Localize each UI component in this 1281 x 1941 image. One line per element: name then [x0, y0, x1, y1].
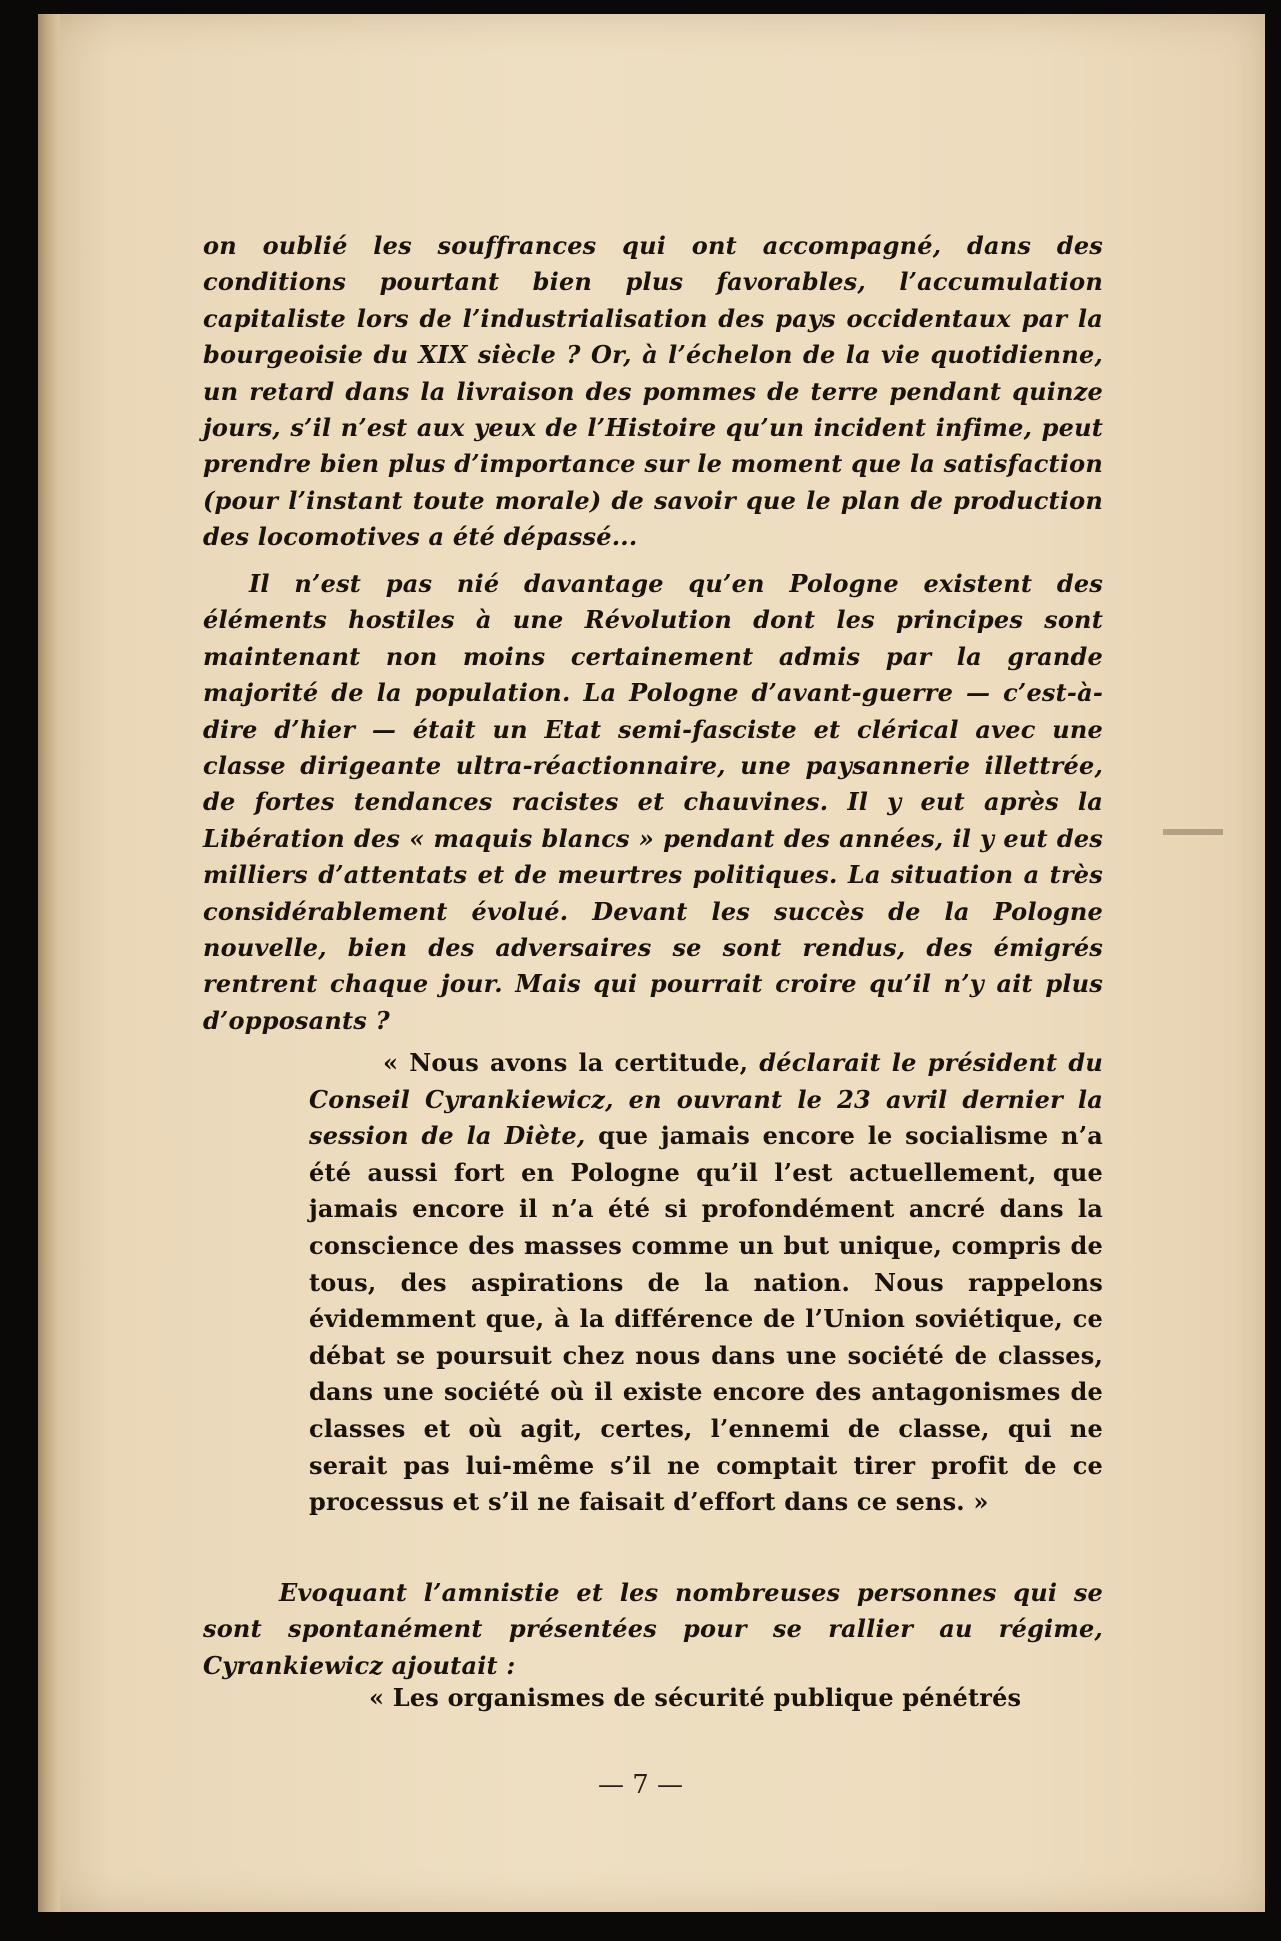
quotation-1-attribution: déclarait le président du Conseil Cyrankiewicz, en ouvrant le 23 avril dernier la session de la Diète,: [309, 1048, 1103, 1151]
binding-fold: [38, 14, 60, 1912]
quotation-2: « Les organismes de sécurité publique pénétrés: [369, 1683, 1022, 1712]
quotation-1-body: que jamais encore le socialisme n’a été aussi fort en Pologne qu’il l’est actuellement, que jamais encore il n’a été si profondément ancré dans la conscience des masses comme un but unique, compris de tous, des aspirations de la nation. Nous rappelons évidemment que, à la différence de l’Union soviétique, ce débat se poursuit chez nous dans une société de classes, dans une société où il existe encore des antagonismes de classes et où agit, certes, l’ennemi de classe, qui ne serait pas lui-même s’il ne comptait tirer profit de ce processus et s’il ne faisait d’effort dans ce sens. »: [309, 1121, 1104, 1517]
edge-mark: [1163, 829, 1223, 835]
paragraph-1: on oublié les souffrances qui ont accompagné, dans des conditions pourtant bien plus favorables, l’accumulation capitaliste lors de l’industrialisation des pays occidentaux par la bourgeoisie du XIX siècle ? Or, à l’échelon de la vie quotidienne, un retard dans la livraison des pommes de terre pendant quinze jours, s’il n’est aux yeux de l’Histoire qu’un incident infime, peut prendre bien plus d’importance sur le moment que la satisfaction (pour l’instant toute morale) de savoir que le plan de production des locomotives a été dépassé...: [203, 231, 1103, 552]
paragraph-2: Il n’est pas nié davantage qu’en Pologne existent des éléments hostiles à une Révolution dont les principes sont maintenant non moins certainement admis par la grande majorité de la population. La Pologne d’avant-guerre — c’est-à-dire d’hier — était un Etat semi-fasciste et clérical avec une classe dirigeante ultra-réactionnaire, une paysannerie illettrée, de fortes tendances racistes et chauvines. Il y eut après la Libération des « maquis blancs » pendant des années, il y eut des milliers d’attentats et de meurtres politiques. La situation a très considérablement évolué. Devant les succès de la Pologne nouvelle, bien des adversaires se sont rendus, des émigrés rentrent chaque jour. Mais qui pourrait croire qu’il n’y ait plus d’opposants ?: [203, 569, 1103, 1035]
quotation-1: [309, 1045, 1103, 1521]
paragraph-3: Evoquant l’amnistie et les nombreuses personnes qui se sont spontanément présentées pour se rallier au régime, Cyrankiewicz ajoutait :: [203, 1578, 1103, 1680]
quotation-1-open: « Nous avons la certitude,: [383, 1048, 749, 1077]
page-number: — 7 —: [597, 1770, 684, 1800]
